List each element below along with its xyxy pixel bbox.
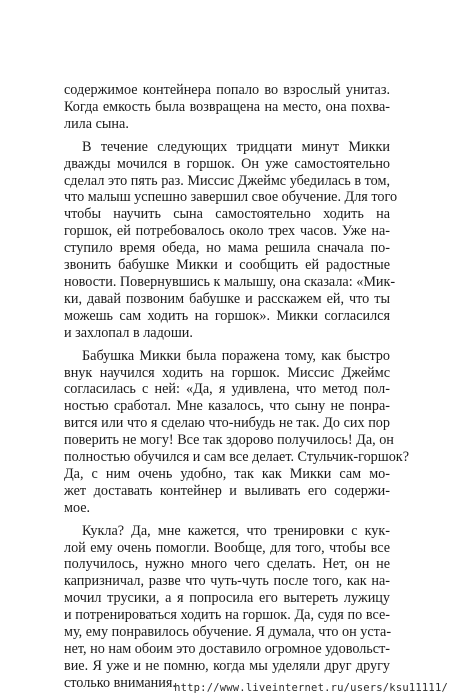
text-line: полностью обучился и сам все делает. Стульчик-горшок? — [64, 449, 409, 466]
text-line: мочил трусики, а я попросила его вытереть лужицу — [64, 590, 390, 607]
watermark-url: http://www.liveinternet.ru/users/ksu11111/ — [174, 682, 448, 694]
text-line: и захлопал в ладоши. — [64, 324, 193, 341]
text-line: получилось, нужно много чего сделать. Нет, он не — [64, 556, 390, 573]
text-line: что малыш успешно завершил свое обучение. Для того — [64, 189, 398, 206]
text-line: Да, с ним очень удобно, так как Микки сам мо- — [64, 465, 390, 482]
text-line: горшок, ей потребовалось около трех часов. Уже на- — [64, 223, 390, 240]
text-line: лой ему очень помогли. Вообще, для того, чтобы все — [64, 539, 390, 556]
text-line: вится или что я сделаю что-нибудь не так. До сих пор — [64, 415, 390, 432]
text-line: вие. Я уже и не помню, когда мы уделяли друг другу — [64, 657, 390, 674]
text-line: дважды мочился в горшок. Он уже самостоятельно — [64, 155, 390, 172]
paragraph — [64, 82, 390, 133]
text-line: внук научился ходить на горшок. Миссис Джеймс — [64, 364, 390, 381]
text-line: нет, но нам обоим это доставило огромное удовольст- — [64, 641, 390, 657]
text-line: чтобы научить сына самостоятельно ходить на — [64, 206, 390, 223]
text-line: В течение следующих тридцати минут Микки — [82, 138, 390, 155]
text-line: лила сына. — [64, 115, 129, 132]
text-line: и потренироваться ходить на горшок. Да, судя по все- — [64, 607, 390, 624]
paragraph — [64, 523, 390, 692]
text-line: согласилась с ней: «Да, я удивлена, что метод пол- — [64, 381, 390, 398]
text-line: Когда емкость была возвращена на место, она похва- — [64, 98, 390, 115]
text-line: звонить бабушке Микки и сообщить ей радостные — [64, 257, 390, 274]
paragraph — [64, 138, 398, 342]
text-line: можешь сам ходить на горшок». Микки согласился — [64, 307, 390, 324]
text-line: Бабушка Микки была поражена тому, как быстро — [82, 347, 390, 364]
paragraph — [64, 347, 409, 517]
text-line: содержимое контейнера попало во взрослый унитаз. — [64, 82, 390, 98]
text-line: ступило время обеда, но мама решила сначала по- — [64, 240, 390, 257]
text-line: му, ему понравилось обучение. Я думала, что он уста- — [64, 624, 392, 641]
text-line: поверить не могу! Все так здорово получилось! Да, он — [64, 432, 394, 449]
book-page-text — [64, 82, 409, 692]
text-line: ностью сработал. Мне казалось, что сыну не понра- — [64, 398, 390, 415]
text-line: столько внимания. — [64, 674, 176, 691]
text-line: сделал это пять раз. Миссис Джеймс убедилась в том, — [64, 172, 390, 189]
text-line: жет доставать контейнер и выливать его содержи- — [64, 482, 390, 499]
text-line: мое. — [64, 499, 91, 516]
text-line: ки, давай позвоним бабушке и расскажем ей, что ты — [64, 290, 390, 307]
text-line: капризничал, разве что чуть-чуть после того, как на- — [64, 573, 390, 590]
text-line: Кукла? Да, мне кажется, что тренировки с кук- — [82, 522, 390, 539]
text-line: новости. Повернувшись к малышу, она сказала: «Мик- — [64, 273, 396, 290]
